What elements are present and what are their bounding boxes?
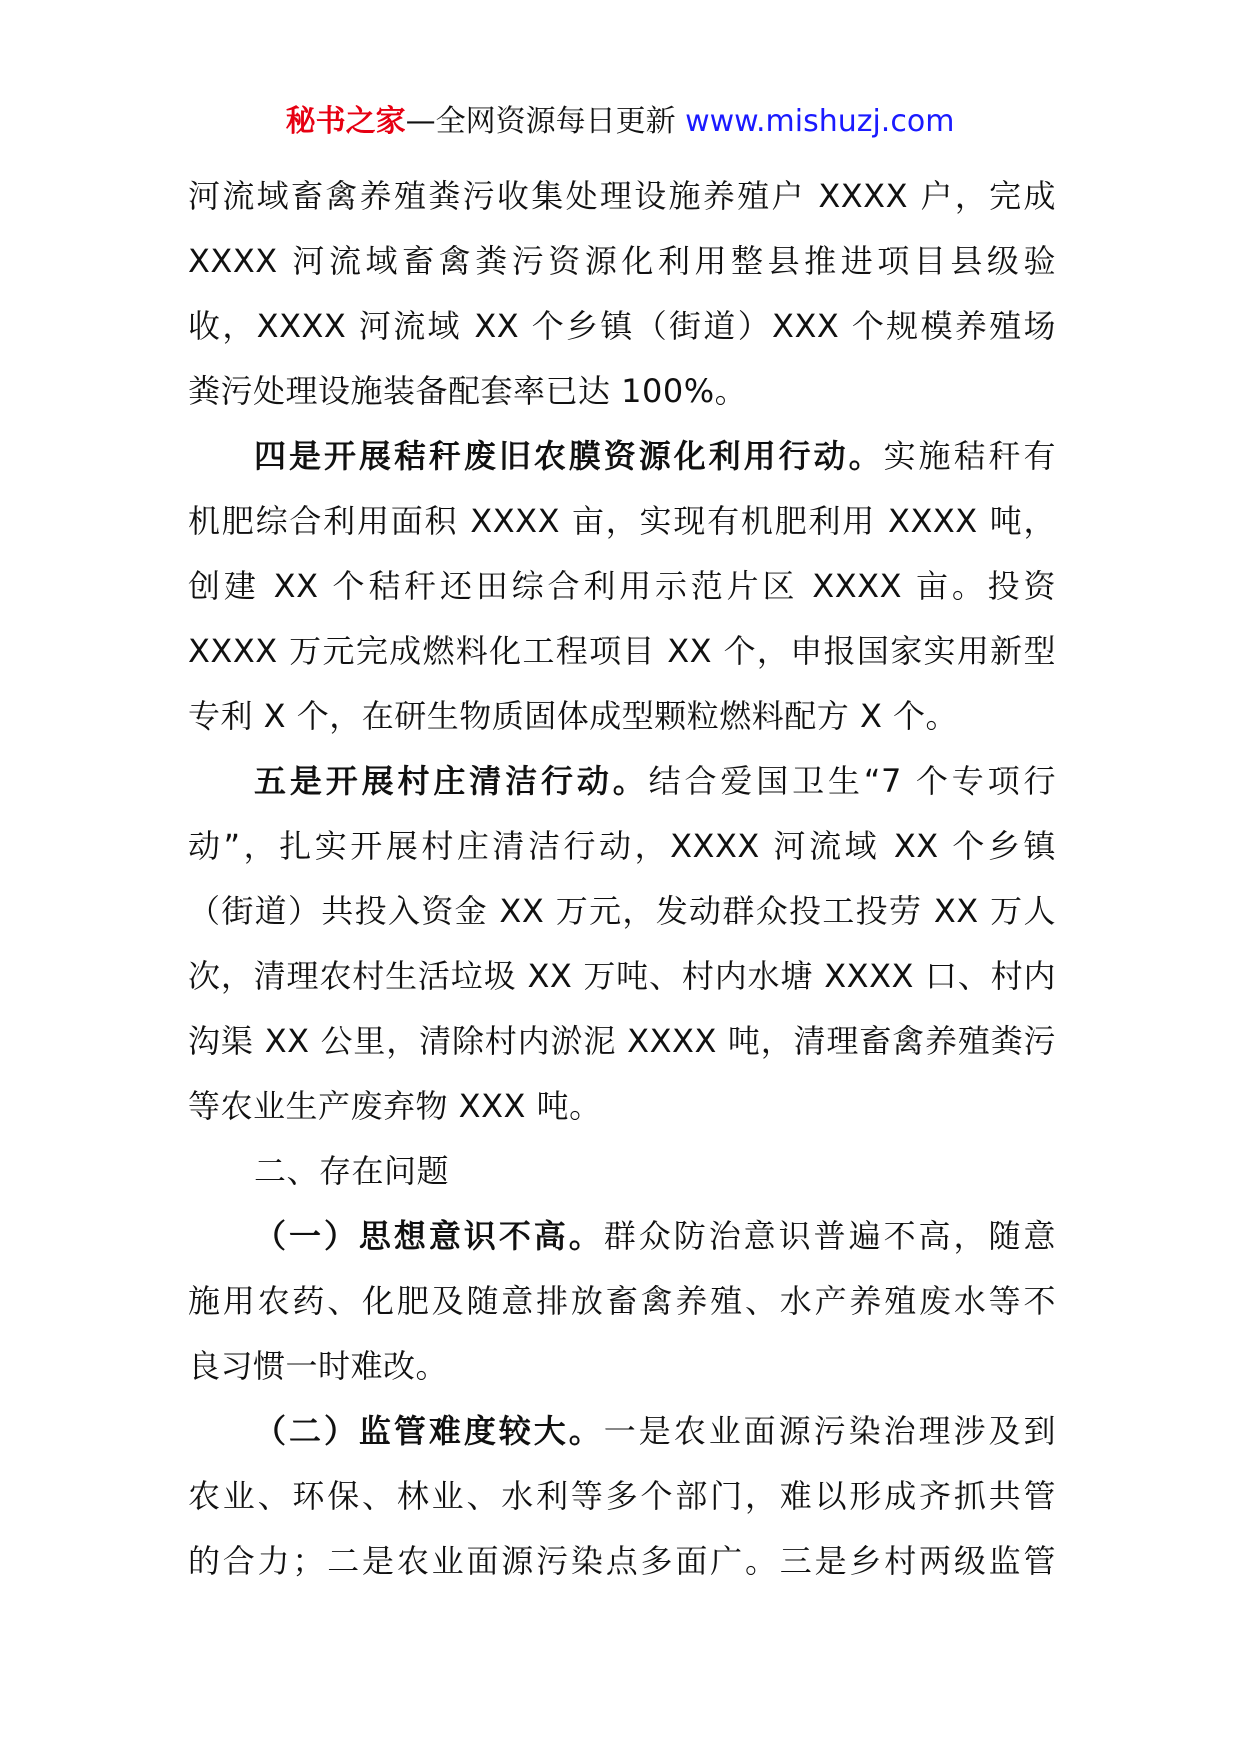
line-text: XXXX 万元完成燃料化工程项目 XX 个，申报国家实用新型 — [188, 632, 1056, 670]
section-heading: 四是开展秸秆废旧农膜资源化利用行动。 — [254, 437, 884, 475]
line-text: 粪污处理设施装备配套率已达 100%。 — [188, 372, 748, 410]
line-text: 收，XXXX 河流域 XX 个乡镇（街道）XXX 个规模养殖场 — [188, 307, 1056, 345]
document-body — [188, 164, 1056, 1594]
line-text: 的合力；二是农业面源污染点多面广。三是乡村两级监管 — [188, 1542, 1056, 1580]
section-title — [188, 1139, 1056, 1204]
line-text: （街道）共投入资金 XX 万元，发动群众投工投劳 XX 万人 — [188, 892, 1056, 930]
line-text: 次，清理农村生活垃圾 XX 万吨、村内水塘 XXXX 口、村内 — [188, 957, 1056, 995]
paragraph-line — [188, 424, 1056, 489]
line-text: 结合爱国卫生“7 个专项行 — [648, 762, 1056, 800]
header-tagline: —全网资源每日更新 — [405, 104, 676, 139]
paragraph-line — [188, 1009, 1056, 1074]
brand-name: 秘书之家 — [285, 104, 406, 139]
paragraph-line — [188, 229, 1056, 294]
line-text: 河流域畜禽养殖粪污收集处理设施养殖户 XXXX 户，完成 — [188, 177, 1056, 215]
line-text: 创建 XX 个秸秆还田综合利用示范片区 XXXX 亩。投资 — [188, 567, 1056, 605]
line-text: 群众防治意识普遍不高，随意 — [603, 1217, 1056, 1255]
line-text: 一是农业面源污染治理涉及到 — [603, 1412, 1056, 1450]
line-text: XXXX 河流域畜禽粪污资源化利用整县推进项目县级验 — [188, 242, 1056, 280]
paragraph-line — [188, 489, 1056, 554]
paragraph-line — [188, 1074, 1056, 1139]
line-text: 动”，扎实开展村庄清洁行动，XXXX 河流域 XX 个乡镇 — [188, 827, 1056, 865]
paragraph-line — [188, 294, 1056, 359]
section-heading: （二）监管难度较大。 — [254, 1412, 604, 1450]
paragraph-line — [188, 164, 1056, 229]
paragraph-line — [188, 554, 1056, 619]
paragraph-line — [188, 1204, 1056, 1269]
line-text: 专利 X 个，在研生物质固体成型颗粒燃料配方 X 个。 — [188, 697, 959, 735]
paragraph-line — [188, 684, 1056, 749]
line-text: 良习惯一时难改。 — [188, 1347, 449, 1385]
line-text: 施用农药、化肥及随意排放畜禽养殖、水产养殖废水等不 — [188, 1282, 1056, 1320]
paragraph-line — [188, 359, 1056, 424]
section-heading: 五是开展村庄清洁行动。 — [254, 762, 649, 800]
site-url-link[interactable]: www.mishuzj.com — [675, 104, 955, 139]
paragraph-line — [188, 749, 1056, 814]
site-header — [0, 100, 1240, 144]
paragraph-line — [188, 944, 1056, 1009]
paragraph-line — [188, 1399, 1056, 1464]
paragraph-line — [188, 1334, 1056, 1399]
paragraph-line — [188, 1464, 1056, 1529]
paragraph-line — [188, 619, 1056, 684]
paragraph-line — [188, 814, 1056, 879]
paragraph-line — [188, 1269, 1056, 1334]
paragraph-line — [188, 1529, 1056, 1594]
paragraph-line — [188, 879, 1056, 944]
section-heading: （一）思想意识不高。 — [254, 1217, 604, 1255]
line-text: 二、存在问题 — [254, 1152, 450, 1190]
line-text: 等农业生产废弃物 XXX 吨。 — [188, 1087, 602, 1125]
line-text: 农业、环保、林业、水利等多个部门，难以形成齐抓共管 — [188, 1477, 1056, 1515]
line-text: 沟渠 XX 公里，清除村内淤泥 XXXX 吨，清理畜禽养殖粪污 — [188, 1022, 1056, 1060]
line-text: 机肥综合利用面积 XXXX 亩，实现有机肥利用 XXXX 吨， — [188, 502, 1056, 540]
line-text: 实施秸秆有 — [883, 437, 1056, 475]
